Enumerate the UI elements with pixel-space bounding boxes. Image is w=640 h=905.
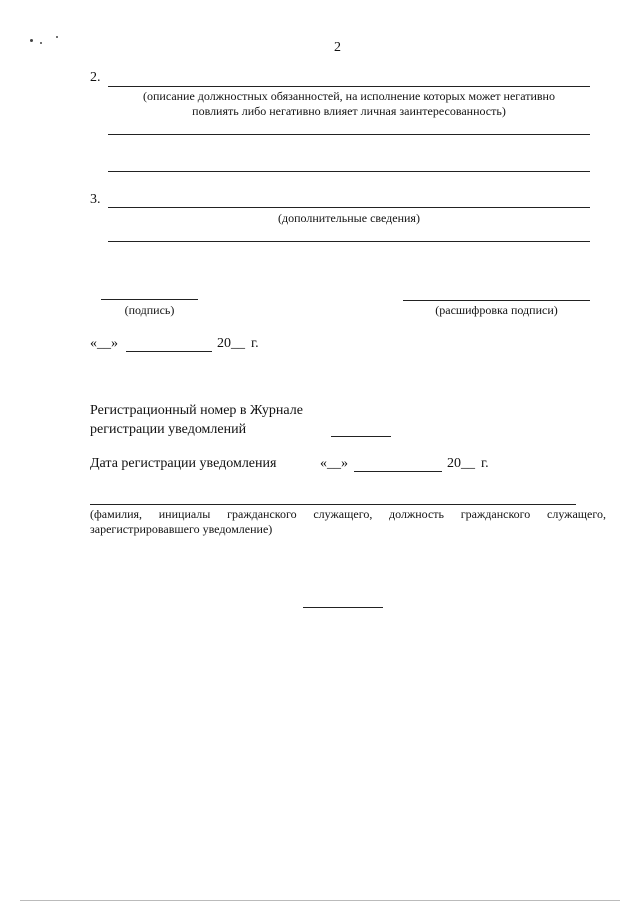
item-2-caption-line-1: (описание должностных обязанностей, на исполнение которых может негативно	[143, 89, 555, 103]
registration-number-label-line-2: регистрации уведомлений	[90, 422, 247, 437]
date-year-suffix: г.	[251, 336, 259, 351]
registering-official-line	[90, 504, 576, 505]
item-2-caption-line-2: повлиять либо негативно влияет личная заинтересованность)	[192, 104, 506, 118]
scan-speck	[56, 36, 58, 38]
signature-decoding-caption: (расшифровка подписи)	[435, 303, 558, 317]
item-3-caption: (дополнительные сведения)	[278, 211, 420, 225]
signature-caption: (подпись)	[124, 303, 175, 317]
date-year: 20__	[217, 336, 245, 351]
registration-date-year: 20__	[447, 456, 475, 471]
registration-date-month-line	[354, 471, 442, 472]
signature-line	[101, 299, 198, 300]
page-number: 2	[334, 40, 341, 55]
closing-separator	[303, 607, 383, 608]
registering-official-caption-line-2: зарегистрировавшего уведомление)	[90, 522, 273, 536]
registering-official-caption-line-1: (фамилия, инициалы гражданского служащего, должность гражданского служащего,	[90, 507, 606, 521]
date-day-quote: «__»	[90, 336, 118, 351]
scan-edge-line	[20, 900, 620, 901]
registration-number-line	[331, 436, 391, 437]
item-3-number: 3.	[90, 192, 101, 207]
registration-number-label-line-1: Регистрационный номер в Журнале	[90, 403, 303, 418]
scan-speck	[30, 39, 33, 42]
scan-speck	[40, 42, 42, 44]
date-month-line	[126, 351, 212, 352]
item-3-field-line-2	[108, 241, 590, 242]
signature-decoding-line	[403, 300, 590, 301]
registration-date-suffix: г.	[481, 456, 489, 471]
registration-date-label: Дата регистрации уведомления	[90, 456, 277, 471]
item-2-field-line-2	[108, 134, 590, 135]
item-2-field-line	[108, 86, 590, 87]
item-2-number: 2.	[90, 70, 101, 85]
registration-date-quote: «__»	[320, 456, 348, 471]
item-3-field-line	[108, 207, 590, 208]
item-2-field-line-3	[108, 171, 590, 172]
